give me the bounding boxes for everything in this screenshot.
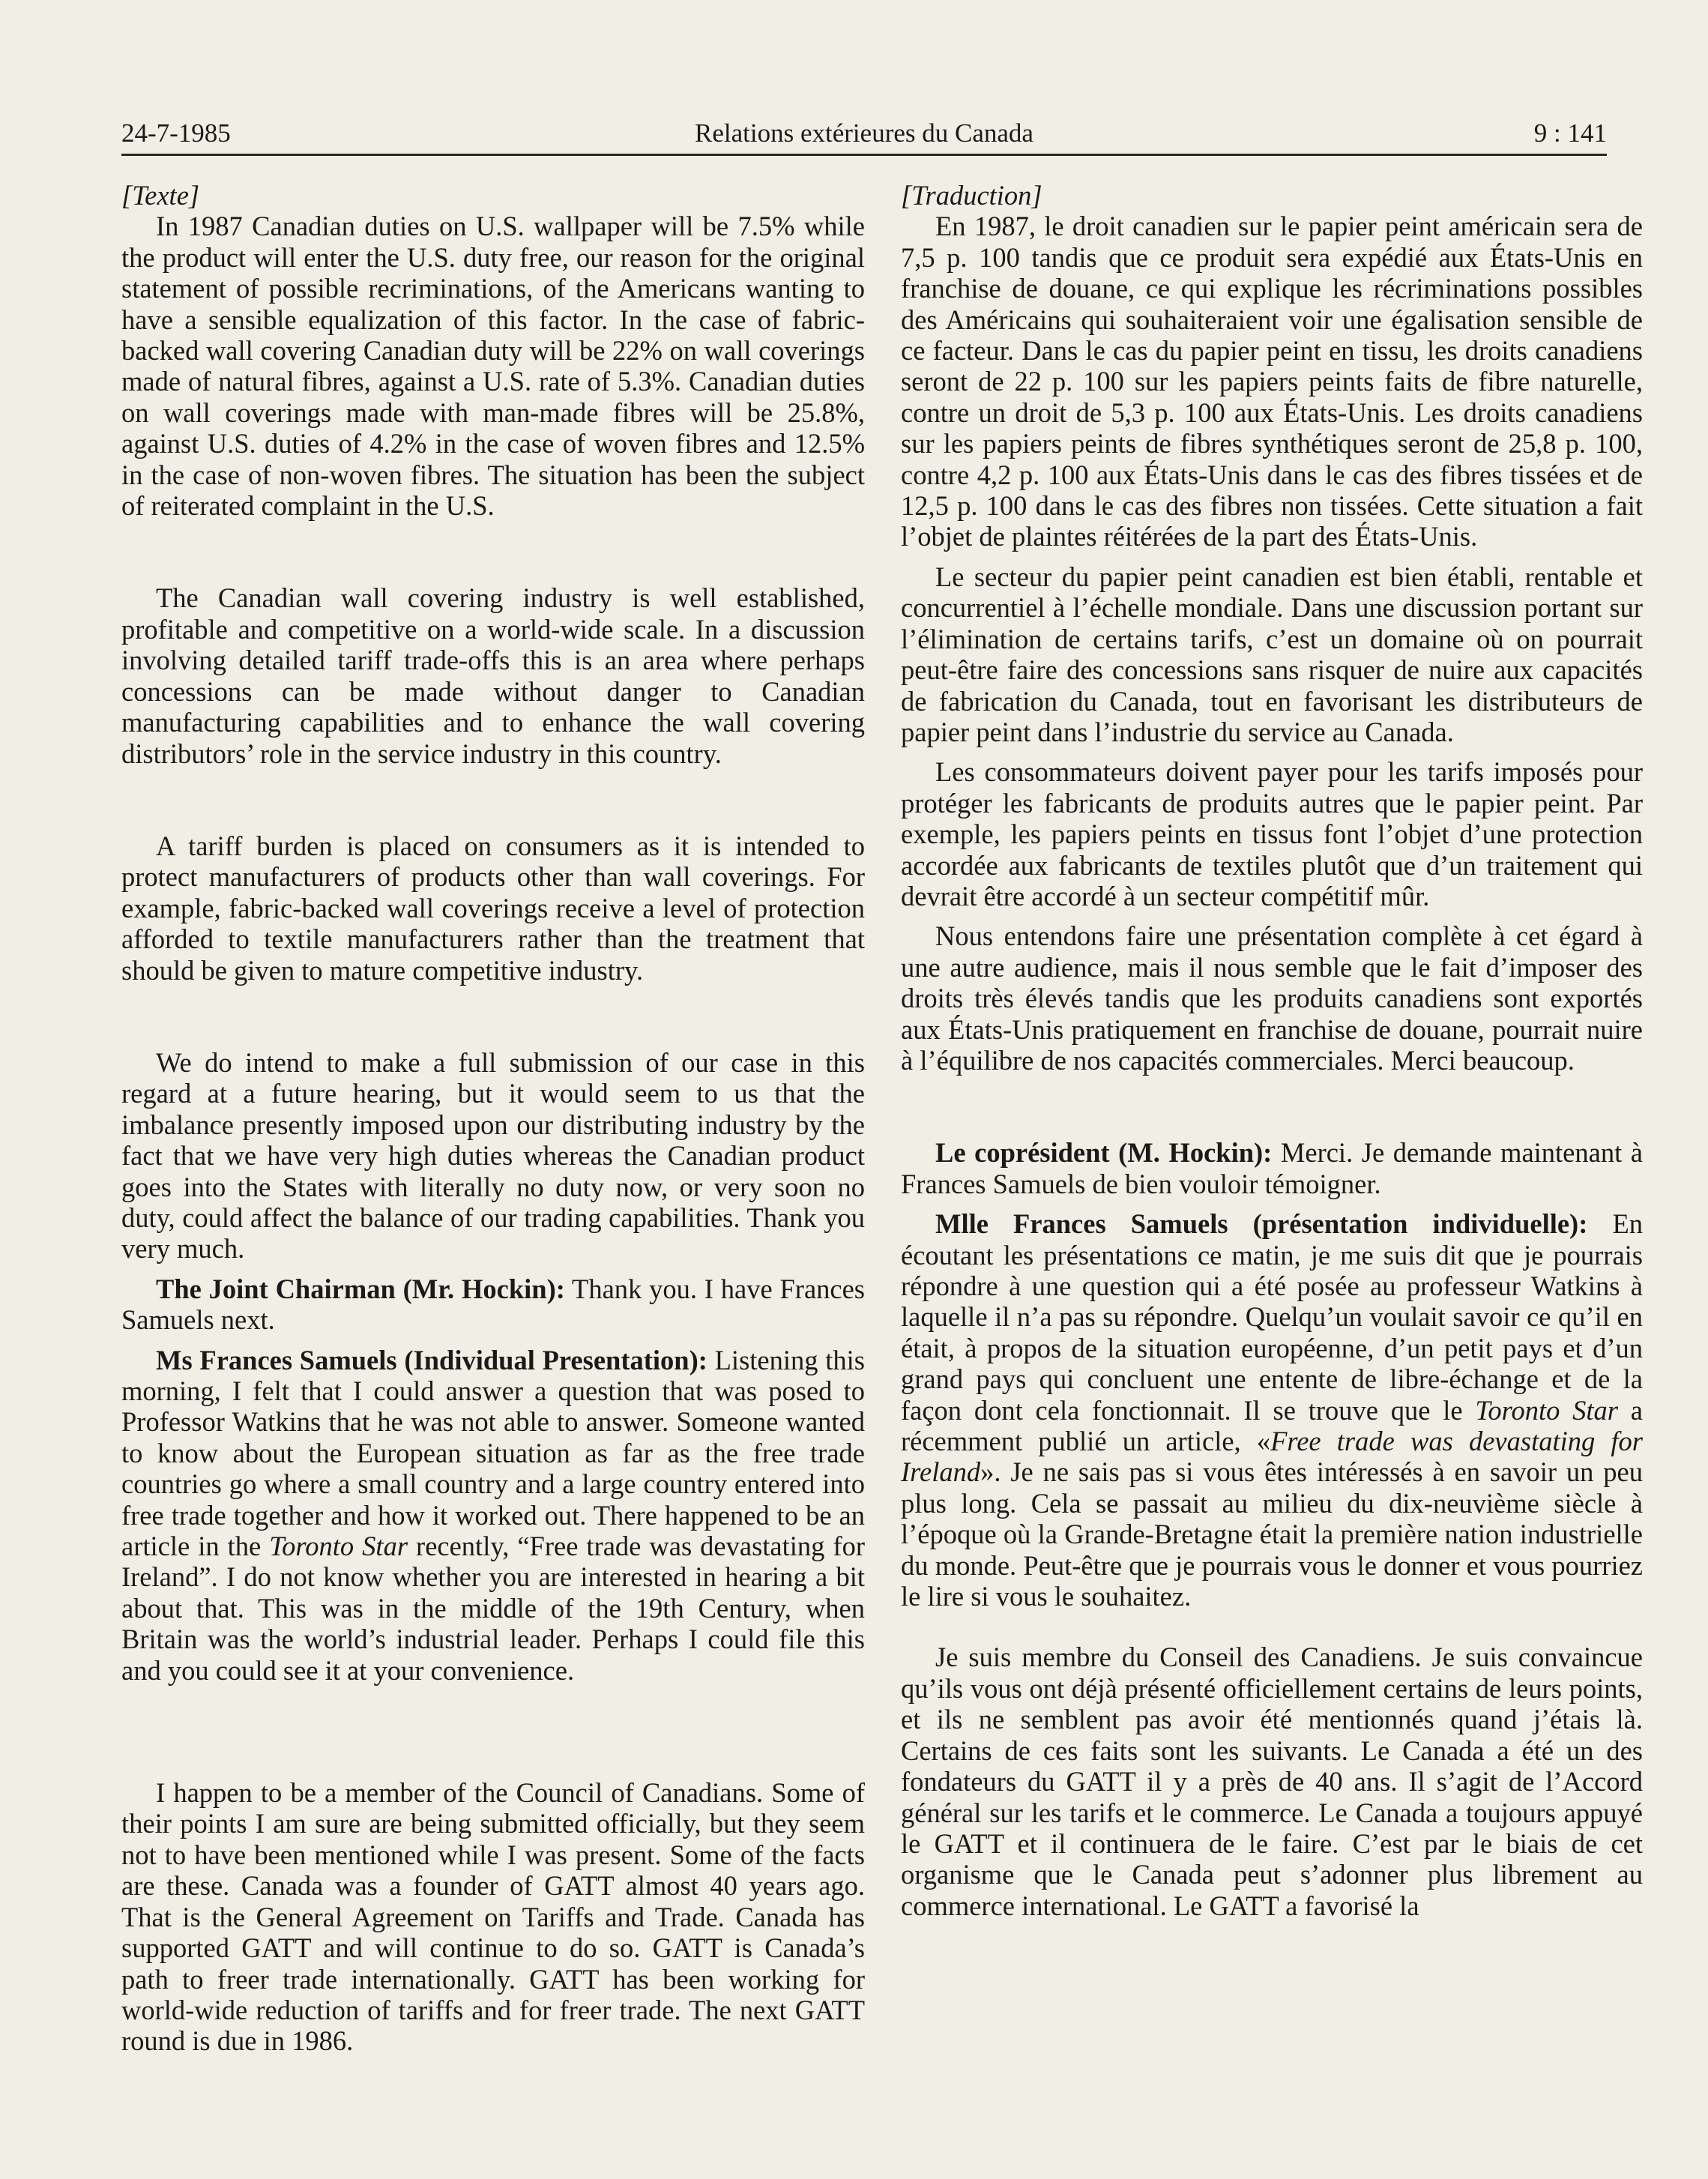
- speaker-name: Mlle Frances Samuels (présentation individuelle):: [935, 1208, 1588, 1240]
- speech-text: recently, “Free trade was devastating for Ireland”. I do not know whether you are interested in hearing a bit about that. This was in the middle of the 19th Century, when Britain was the world’s industrial leader. Perhaps I could file this and you could see it at your convenience.: [121, 1531, 865, 1686]
- header-page-number: 9 : 141: [1533, 118, 1607, 148]
- paragraph-council: I happen to be a member of the Council of Canadians. Some of their points I am sure are being submitted officially, but they seem not to have been mentioned while I was present. Some of the facts are these. Canada was a founder of GATT almost 40 years ago. That is the General Agreement on Tariffs and Trade. Canada has supported GATT and will continue to do so. GATT is Canada’s path to freer trade internationally. GATT has been working for world-wide reduction of tariffs and for freer trade. The next GATT round is due in 1986.: [121, 1777, 865, 2057]
- speaker-name: Ms Frances Samuels (Individual Presentation):: [156, 1344, 707, 1375]
- paragraph-samuels: [121, 1345, 865, 1686]
- paragraph-industry-fr: Le secteur du papier peint canadien est bien établi, rentable et concurrentiel à l’échelle mondiale. Dans une discussion portant sur l’élimination de certains tarifs, c’est un domaine où on pourrait peut-être faire des concessions sans risquer de nuire aux capacités de fabrication du Canada, tout en favorisant les distributeurs de papier peint dans l’industrie du service au Canada.: [901, 561, 1643, 747]
- speaker-name: Le coprésident (M. Hockin):: [935, 1137, 1273, 1169]
- paragraph-samuels-fr: [901, 1208, 1643, 1612]
- running-header: [121, 112, 1607, 154]
- speech-text: Merci. Je demande maintenant à Frances Samuels de bien vouloir témoigner.: [901, 1137, 1643, 1199]
- text-label: [Texte]: [121, 180, 200, 211]
- paragraph-chairman-fr: [901, 1137, 1643, 1199]
- paragraph-chairman: [121, 1274, 865, 1336]
- article-title: Free trade was devastating for Ireland: [901, 1426, 1643, 1488]
- speech-text: En écoutant les présentations ce matin, je me suis dit que je pourrais répondre à une question qui a été posée au professeur Watkins à laquelle il n’a pas su répondre. Quelqu’un voulait savoir ce qu’il en était, à propos de la situation européenne, d’un petit pays et d’un grand pays qui concluent une entente de libre-échange et de la façon dont cela fonctionnait. Il se trouve que le: [901, 1208, 1643, 1426]
- paragraph-industry: The Canadian wall covering industry is well established, profitable and competitive on a world-wide scale. In a discussion involving detailed tariff trade-offs this is an area where perhaps concessions can be made without danger to Canadian manufacturing capabilities and to enhance the wall covering distributors’ role in the service industry in this country.: [121, 582, 865, 769]
- speaker-name: The Joint Chairman (Mr. Hockin):: [156, 1273, 565, 1304]
- english-column: [121, 180, 865, 2057]
- french-column: [901, 180, 1643, 1921]
- speech-text: a récemment publié un article, «: [901, 1394, 1644, 1457]
- paragraph-duties: In 1987 Canadian duties on U.S. wallpaper will be 7.5% while the product will enter the U.S. duty free, our reason for the original statement of possible recriminations, of the Americans wanting to have a sensible equalization of this factor. In the case of fabric-backed wall covering Canadian duty will be 22% on wall coverings made of natural fibres, against a U.S. rate of 5.3%. Canadian duties on wall coverings made with man-made fibres will be 25.8%, against U.S. duties of 4.2% in the case of woven fibres and 12.5% in the case of non-woven fibres. The situation has been the subject of reiterated complaint in the U.S.: [121, 211, 865, 522]
- header-date: 24-7-1985: [121, 118, 231, 148]
- translation-label: [Traduction]: [901, 180, 1042, 211]
- newspaper-title: Toronto Star: [1475, 1394, 1618, 1426]
- paragraph-tariff-burden-fr: Les consommateurs doivent payer pour les tarifs imposés pour protéger les fabricants de produits autres que le papier peint. Par exemple, les papiers peints en tissus font l’objet d’une protection accordée aux fabricants de textiles plutôt que d’un traitement qui devrait être accordé à un secteur compétitif mûr.: [901, 756, 1643, 911]
- header-rule: [121, 154, 1607, 156]
- speech-text: Thank you. I have Frances Samuels next.: [121, 1273, 865, 1336]
- header-title: Relations extérieures du Canada: [695, 118, 1033, 148]
- speech-text: Listening this morning, I felt that I could answer a question that was posed to Professor Watkins that he was not able to answer. Someone wanted to know about the European situation as far as the free trade countries go where a small country and a large country entered into free trade together and how it worked out. There happened to be an article in the: [121, 1344, 865, 1562]
- paragraph-council-fr: Je suis membre du Conseil des Canadiens. Je suis convaincue qu’ils vous ont déjà présenté officiellement certains de leurs points, et ils ne semblent pas avoir été mentionnés quand j’étais là. Certains de ces faits sont les suivants. Le Canada a été un des fondateurs du GATT il y a près de 40 ans. Il s’agit de l’Accord général sur les tarifs et le commerce. Le Canada a toujours appuyé le GATT et il continuera de le faire. C’est par le biais de cet organisme que le Canada peut s’adonner plus librement au commerce international. Le GATT a favorisé la: [901, 1642, 1643, 1921]
- paragraph-submission-fr: Nous entendons faire une présentation complète à cet égard à une autre audience, mais il nous semble que le fait d’imposer des droits très élevés tandis que les produits canadiens sont exportés aux États-Unis pratiquement en franchise de douane, pourrait nuire à l’équilibre de nos capacités commerciales. Merci beaucoup.: [901, 920, 1643, 1076]
- paragraph-duties-fr: En 1987, le droit canadien sur le papier peint américain sera de 7,5 p. 100 tandis que ce produit sera expédié aux États-Unis en franchise de douane, ce qui explique les récriminations possibles des Américains qui souhaiteraient voir une égalisation sensible de ce facteur. Dans le cas du papier peint en tissu, les droits canadiens seront de 22 p. 100 sur les papiers peints faits de fibre naturelle, contre un droit de 5,3 p. 100 aux États-Unis. Les droits canadiens sur les papiers peints de fibres synthétiques seront de 25,8 p. 100, contre 4,2 p. 100 aux États-Unis dans le cas des fibres tissées et de 12,5 p. 100 dans le cas des fibres non tissées. Cette situation a fait l’objet de plaintes réitérées de la part des États-Unis.: [901, 211, 1643, 552]
- speech-text: ». Je ne sais pas si vous êtes intéressés à en savoir un peu plus long. Cela se passait au milieu du dix-neuvième siècle à l’époque où la Grande-Bretagne était la première nation industrielle du monde. Peut-être que je pourrais vous le donner et vous pourriez le lire si vous le souhaitez.: [901, 1456, 1643, 1612]
- paragraph-submission: We do intend to make a full submission of our case in this regard at a future hearing, but it would seem to us that the imbalance presently imposed upon our distributing industry by the fact that we have very high duties whereas the Canadian product goes into the States with literally no duty now, or very soon no duty, could affect the balance of our trading capabilities. Thank you very much.: [121, 1046, 865, 1265]
- newspaper-title: Toronto Star: [269, 1531, 408, 1562]
- paragraph-tariff-burden: A tariff burden is placed on consumers as it is intended to protect manufacturers of products other than wall coverings. For example, fabric-backed wall coverings receive a level of protection afforded to textile manufacturers rather than the treatment that should be given to mature competitive industry.: [121, 830, 865, 986]
